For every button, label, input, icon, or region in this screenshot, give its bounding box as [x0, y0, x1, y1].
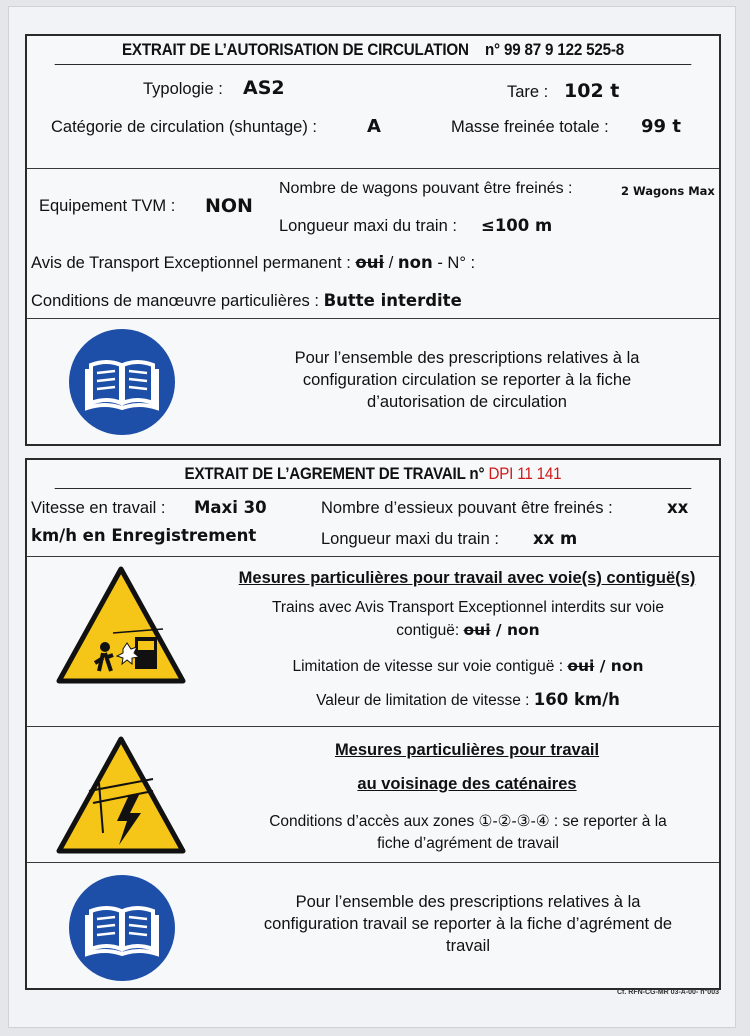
tvm-label: Equipement TVM :	[39, 197, 176, 215]
trains-oui: oui	[463, 621, 491, 639]
conditions-label: Conditions de manœuvre particulières :	[31, 292, 319, 310]
categorie-label: Catégorie de circulation (shuntage) :	[51, 118, 317, 136]
trains-text	[223, 597, 713, 642]
longueur-value: ≤100 m	[481, 216, 553, 235]
book-icon	[69, 875, 175, 981]
valeur-value: 160 km/h	[533, 690, 620, 709]
panel1-header	[55, 36, 692, 65]
trains-line2	[223, 619, 713, 642]
vitesse-value-1: Maxi 30	[194, 498, 267, 517]
longueur-label: Longueur maxi du train :	[279, 217, 457, 235]
vitesse-label: Vitesse en travail :	[31, 499, 166, 517]
avis-label: Avis de Transport Exceptionnel permanent :	[31, 254, 351, 272]
p2-longueur-label: Longueur maxi du train :	[321, 530, 499, 548]
valeur-label: Valeur de limitation de vitesse :	[316, 692, 530, 709]
tare-label: Tare :	[507, 83, 549, 101]
mesures2-title-line1: Mesures particulières pour travail	[334, 741, 600, 759]
acces-text	[223, 811, 713, 855]
panel1-summary	[27, 66, 719, 170]
panel2-note-line3: travail	[445, 937, 490, 955]
conditions-value: Butte interdite	[323, 291, 462, 310]
train-work-warning-icon	[53, 563, 189, 689]
panel1-header-title: EXTRAIT DE L’AUTORISATION DE CIRCULATION	[121, 41, 469, 59]
panel1-note-text	[227, 347, 707, 413]
panel2-voie-contigue	[27, 556, 719, 726]
conditions-line	[31, 291, 462, 311]
panel2-note	[27, 862, 719, 988]
tare-value: 102 t	[564, 80, 620, 102]
limitation-text	[223, 655, 713, 678]
panel2-header-title: EXTRAIT DE L’AGREMENT DE TRAVAIL n°	[184, 465, 485, 483]
limitation-oui: oui	[567, 657, 595, 675]
avis-oui: oui	[355, 253, 385, 272]
tvm-value: NON	[205, 195, 253, 217]
avis-non: non	[397, 253, 433, 272]
wagons-value: 2 Wagons Max	[621, 184, 715, 198]
electric-hazard-icon	[53, 733, 189, 859]
valeur-text	[223, 689, 713, 712]
panel2-note-text	[223, 891, 713, 957]
panel2-header	[55, 460, 692, 489]
limitation-rest: / non	[594, 657, 644, 675]
acces-line1: Conditions d’accès aux zones ①-②-③-④ : se reporter à la	[269, 813, 667, 830]
categorie-value: A	[367, 116, 381, 137]
acces-line2: fiche d’agrément de travail	[377, 835, 559, 852]
avis-num: - N° :	[432, 254, 476, 272]
mesures1-title	[227, 567, 707, 589]
panel1-note-line1: Pour l’ensemble des prescriptions relatives à la	[294, 349, 640, 367]
panel1-note	[27, 318, 719, 444]
panel2-note-line1: Pour l’ensemble des prescriptions relatives à la	[295, 893, 641, 911]
panel-autorisation-circulation	[25, 34, 721, 446]
vitesse-value-2: km/h en Enregistrement	[31, 526, 257, 545]
panel1-header-number: n° 99 87 9 122 525-8	[484, 41, 625, 59]
typologie-label: Typologie :	[143, 80, 223, 98]
trains-rest: / non	[490, 621, 540, 639]
panel2-summary	[27, 490, 719, 558]
masse-value: 99 t	[641, 116, 681, 137]
typologie-value: AS2	[243, 77, 285, 99]
book-icon	[69, 329, 175, 435]
mesures2-title	[227, 739, 707, 795]
panel2-catenaires	[27, 726, 719, 862]
trains-prefix: contiguë:	[396, 622, 460, 639]
limitation-label: Limitation de vitesse sur voie contiguë :	[292, 658, 564, 675]
essieux-value: xx	[667, 498, 689, 517]
mesures2-title-line2: au voisinage des caténaires	[357, 775, 577, 793]
masse-label: Masse freinée totale :	[451, 118, 609, 136]
panel-agrement-travail	[25, 458, 721, 990]
avis-sep: /	[384, 254, 398, 272]
panel2-note-line2: configuration travail se reporter à la fiche d’agrément de	[263, 915, 673, 933]
footer-reference: Cf. RFN-CG-MR 03-A-00- n°003	[617, 989, 719, 996]
panel1-note-line3: d’autorisation de circulation	[367, 393, 567, 411]
panel1-details	[27, 168, 719, 318]
mesures1-title-text: Mesures particulières pour travail avec voie(s) contiguë(s)	[238, 569, 696, 587]
wagons-label: Nombre de wagons pouvant être freinés :	[279, 180, 573, 197]
panel1-note-line2: configuration circulation se reporter à la fiche	[302, 371, 632, 389]
p2-longueur-value: xx m	[533, 529, 578, 548]
essieux-label: Nombre d’essieux pouvant être freinés :	[321, 499, 613, 517]
avis-line	[31, 253, 475, 273]
trains-line1: Trains avec Avis Transport Exceptionnel interdits sur voie	[272, 599, 664, 616]
panel2-header-number: DPI 11 141	[488, 465, 562, 483]
